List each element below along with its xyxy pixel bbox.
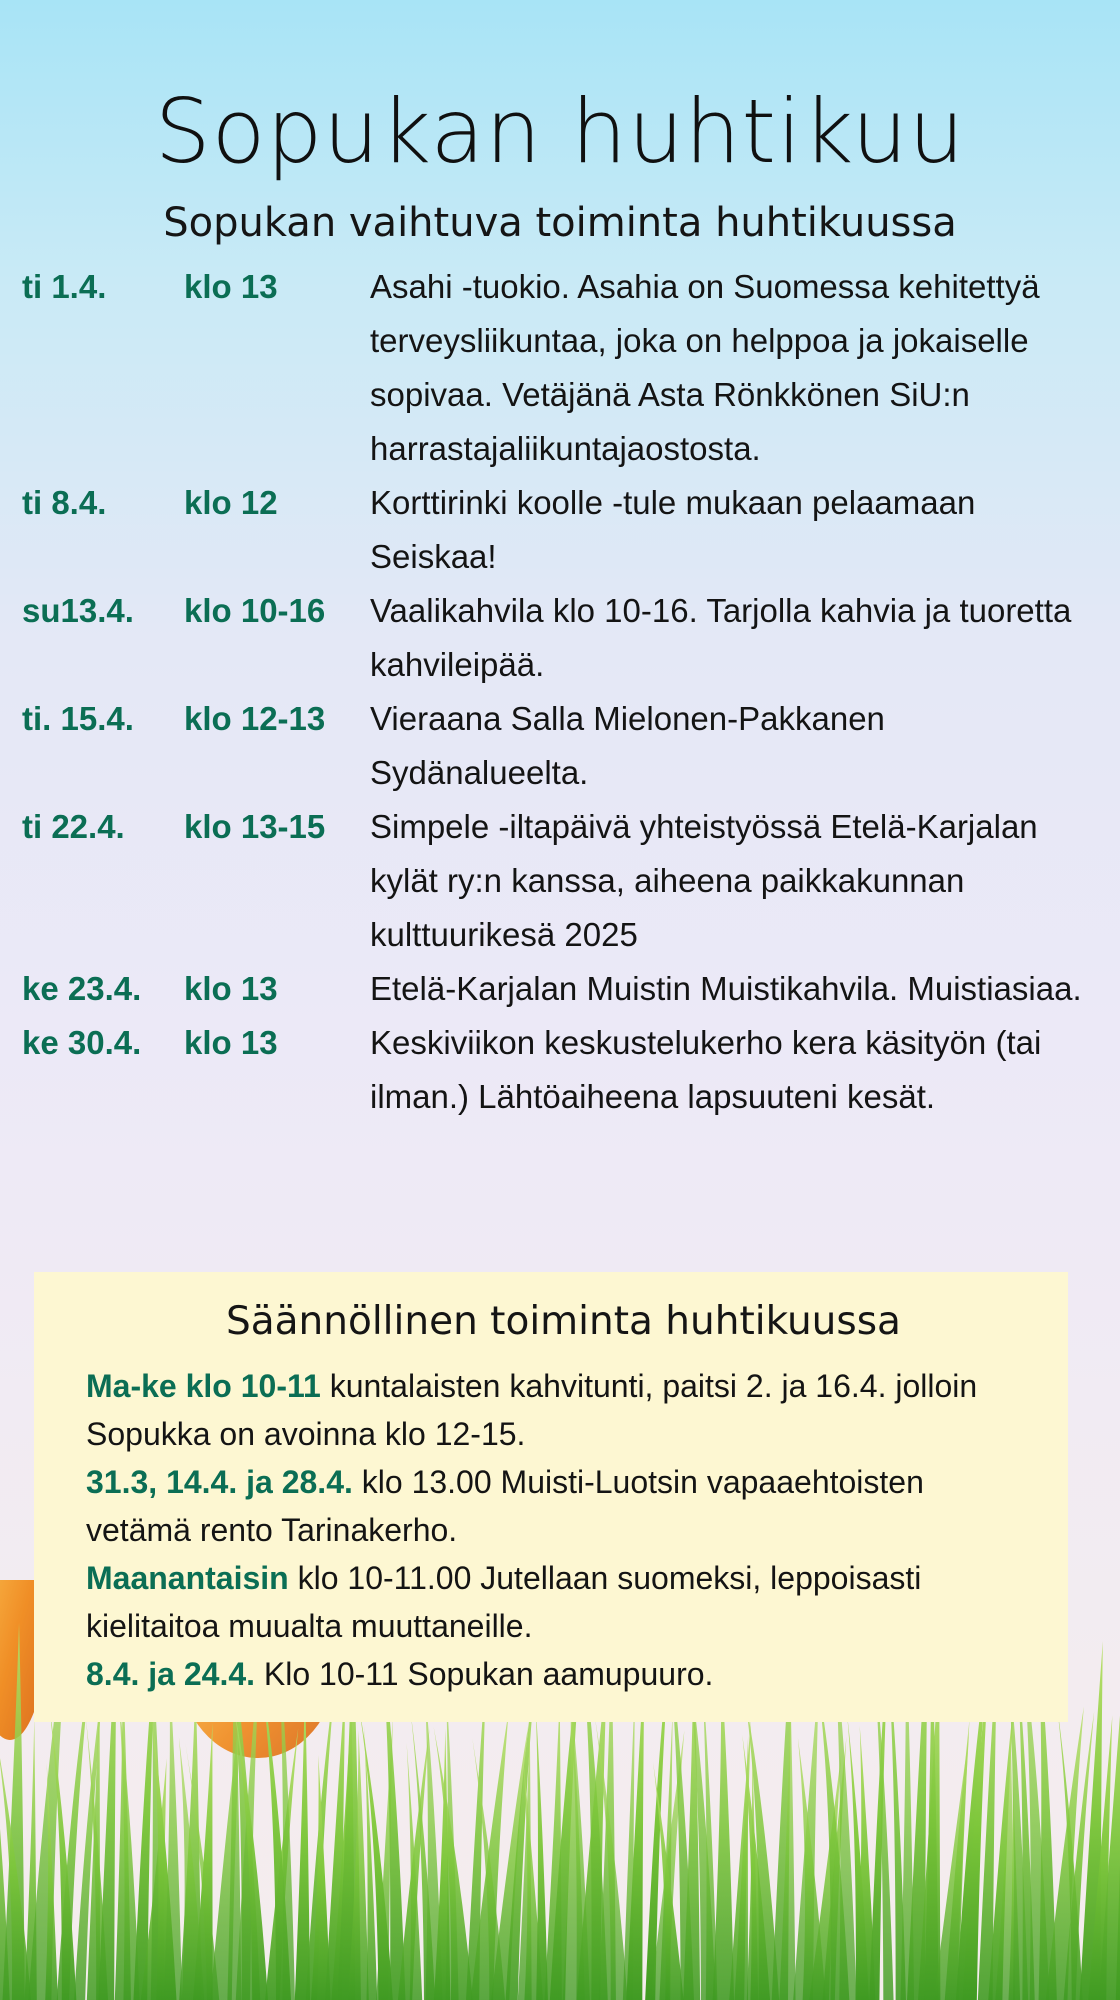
page-title: Sopukan huhtikuu: [154, 80, 966, 183]
event-date: ke 23.4.: [22, 970, 142, 1007]
event-row: [22, 260, 1102, 476]
event-date: ti 8.4.: [22, 484, 107, 521]
event-row: [22, 1016, 1102, 1124]
event-row: [22, 800, 1102, 962]
regular-activity-when: 8.4. ja 24.4.: [86, 1656, 256, 1692]
event-description: Etelä-Karjalan Muistin Muistikahvila. Muistiasiaa.: [370, 970, 1082, 1007]
event-time: klo 10-16: [184, 592, 326, 629]
regular-activity-item: [86, 1650, 1032, 1698]
event-description: Keskiviikon keskustelukerho kera käsityön (tai ilman.) Lähtöaiheena lapsuuteni kesät.: [370, 1024, 1042, 1115]
regular-activity-text: klo 10-11.00 Jutellaan suomeksi, leppoisasti kielitaitoa muualta muuttaneille.: [86, 1560, 922, 1644]
regular-activity-item: [86, 1458, 1032, 1554]
event-row: [22, 962, 1102, 1016]
regular-activities-title: Säännöllinen toiminta huhtikuussa: [226, 1299, 901, 1344]
event-time: klo 13: [184, 970, 278, 1007]
event-row: [22, 476, 1102, 584]
event-time: klo 12: [184, 484, 278, 521]
regular-activity-item: [86, 1362, 1032, 1458]
event-date: su13.4.: [22, 592, 134, 629]
event-row: [22, 584, 1102, 692]
event-date: ke 30.4.: [22, 1024, 142, 1061]
regular-activity-item: [86, 1554, 1032, 1650]
event-date: ti. 15.4.: [22, 700, 134, 737]
regular-activity-when: Maanantaisin: [86, 1560, 289, 1596]
event-time: klo 12-13: [184, 700, 326, 737]
event-description: Korttirinki koolle -tule mukaan pelaamaan Seiskaa!: [370, 484, 976, 575]
event-time: klo 13-15: [184, 808, 326, 845]
regular-activity-text: klo 13.00 Muisti-Luotsin vapaaehtoisten vetämä rento Tarinakerho.: [86, 1464, 924, 1548]
event-list: [22, 260, 1102, 1124]
event-description: Asahi -tuokio. Asahia on Suomessa kehitettyä terveysliikuntaa, joka on helppoa ja jokaiselle sopivaa. Vetäjänä Asta Rönkkönen SiU:n harrastajaliikuntajaostosta.: [370, 268, 1040, 467]
event-description: Vaalikahvila klo 10-16. Tarjolla kahvia ja tuoretta kahvileipää.: [370, 592, 1072, 683]
event-description: Simpele -iltapäivä yhteistyössä Etelä-Karjalan kylät ry:n kanssa, aiheena paikkakunnan kulttuurikesä 2025: [370, 808, 1038, 953]
regular-activity-text: Klo 10-11 Sopukan aamupuuro.: [255, 1656, 714, 1692]
event-time: klo 13: [184, 1024, 278, 1061]
event-date: ti 22.4.: [22, 808, 125, 845]
event-row: [22, 692, 1102, 800]
event-time: klo 13: [184, 268, 278, 305]
event-description: Vieraana Salla Mielonen-Pakkanen Sydänalueelta.: [370, 700, 885, 791]
regular-activities-box: [34, 1272, 1068, 1722]
page-subtitle: Sopukan vaihtuva toiminta huhtikuussa: [163, 200, 957, 246]
regular-activity-when: 31.3, 14.4. ja 28.4.: [86, 1464, 353, 1500]
regular-activity-when: Ma-ke klo 10-11: [86, 1368, 321, 1404]
event-date: ti 1.4.: [22, 268, 107, 305]
regular-activity-text: kuntalaisten kahvitunti, paitsi 2. ja 16.4. jolloin Sopukka on avoinna klo 12-15.: [86, 1368, 978, 1452]
